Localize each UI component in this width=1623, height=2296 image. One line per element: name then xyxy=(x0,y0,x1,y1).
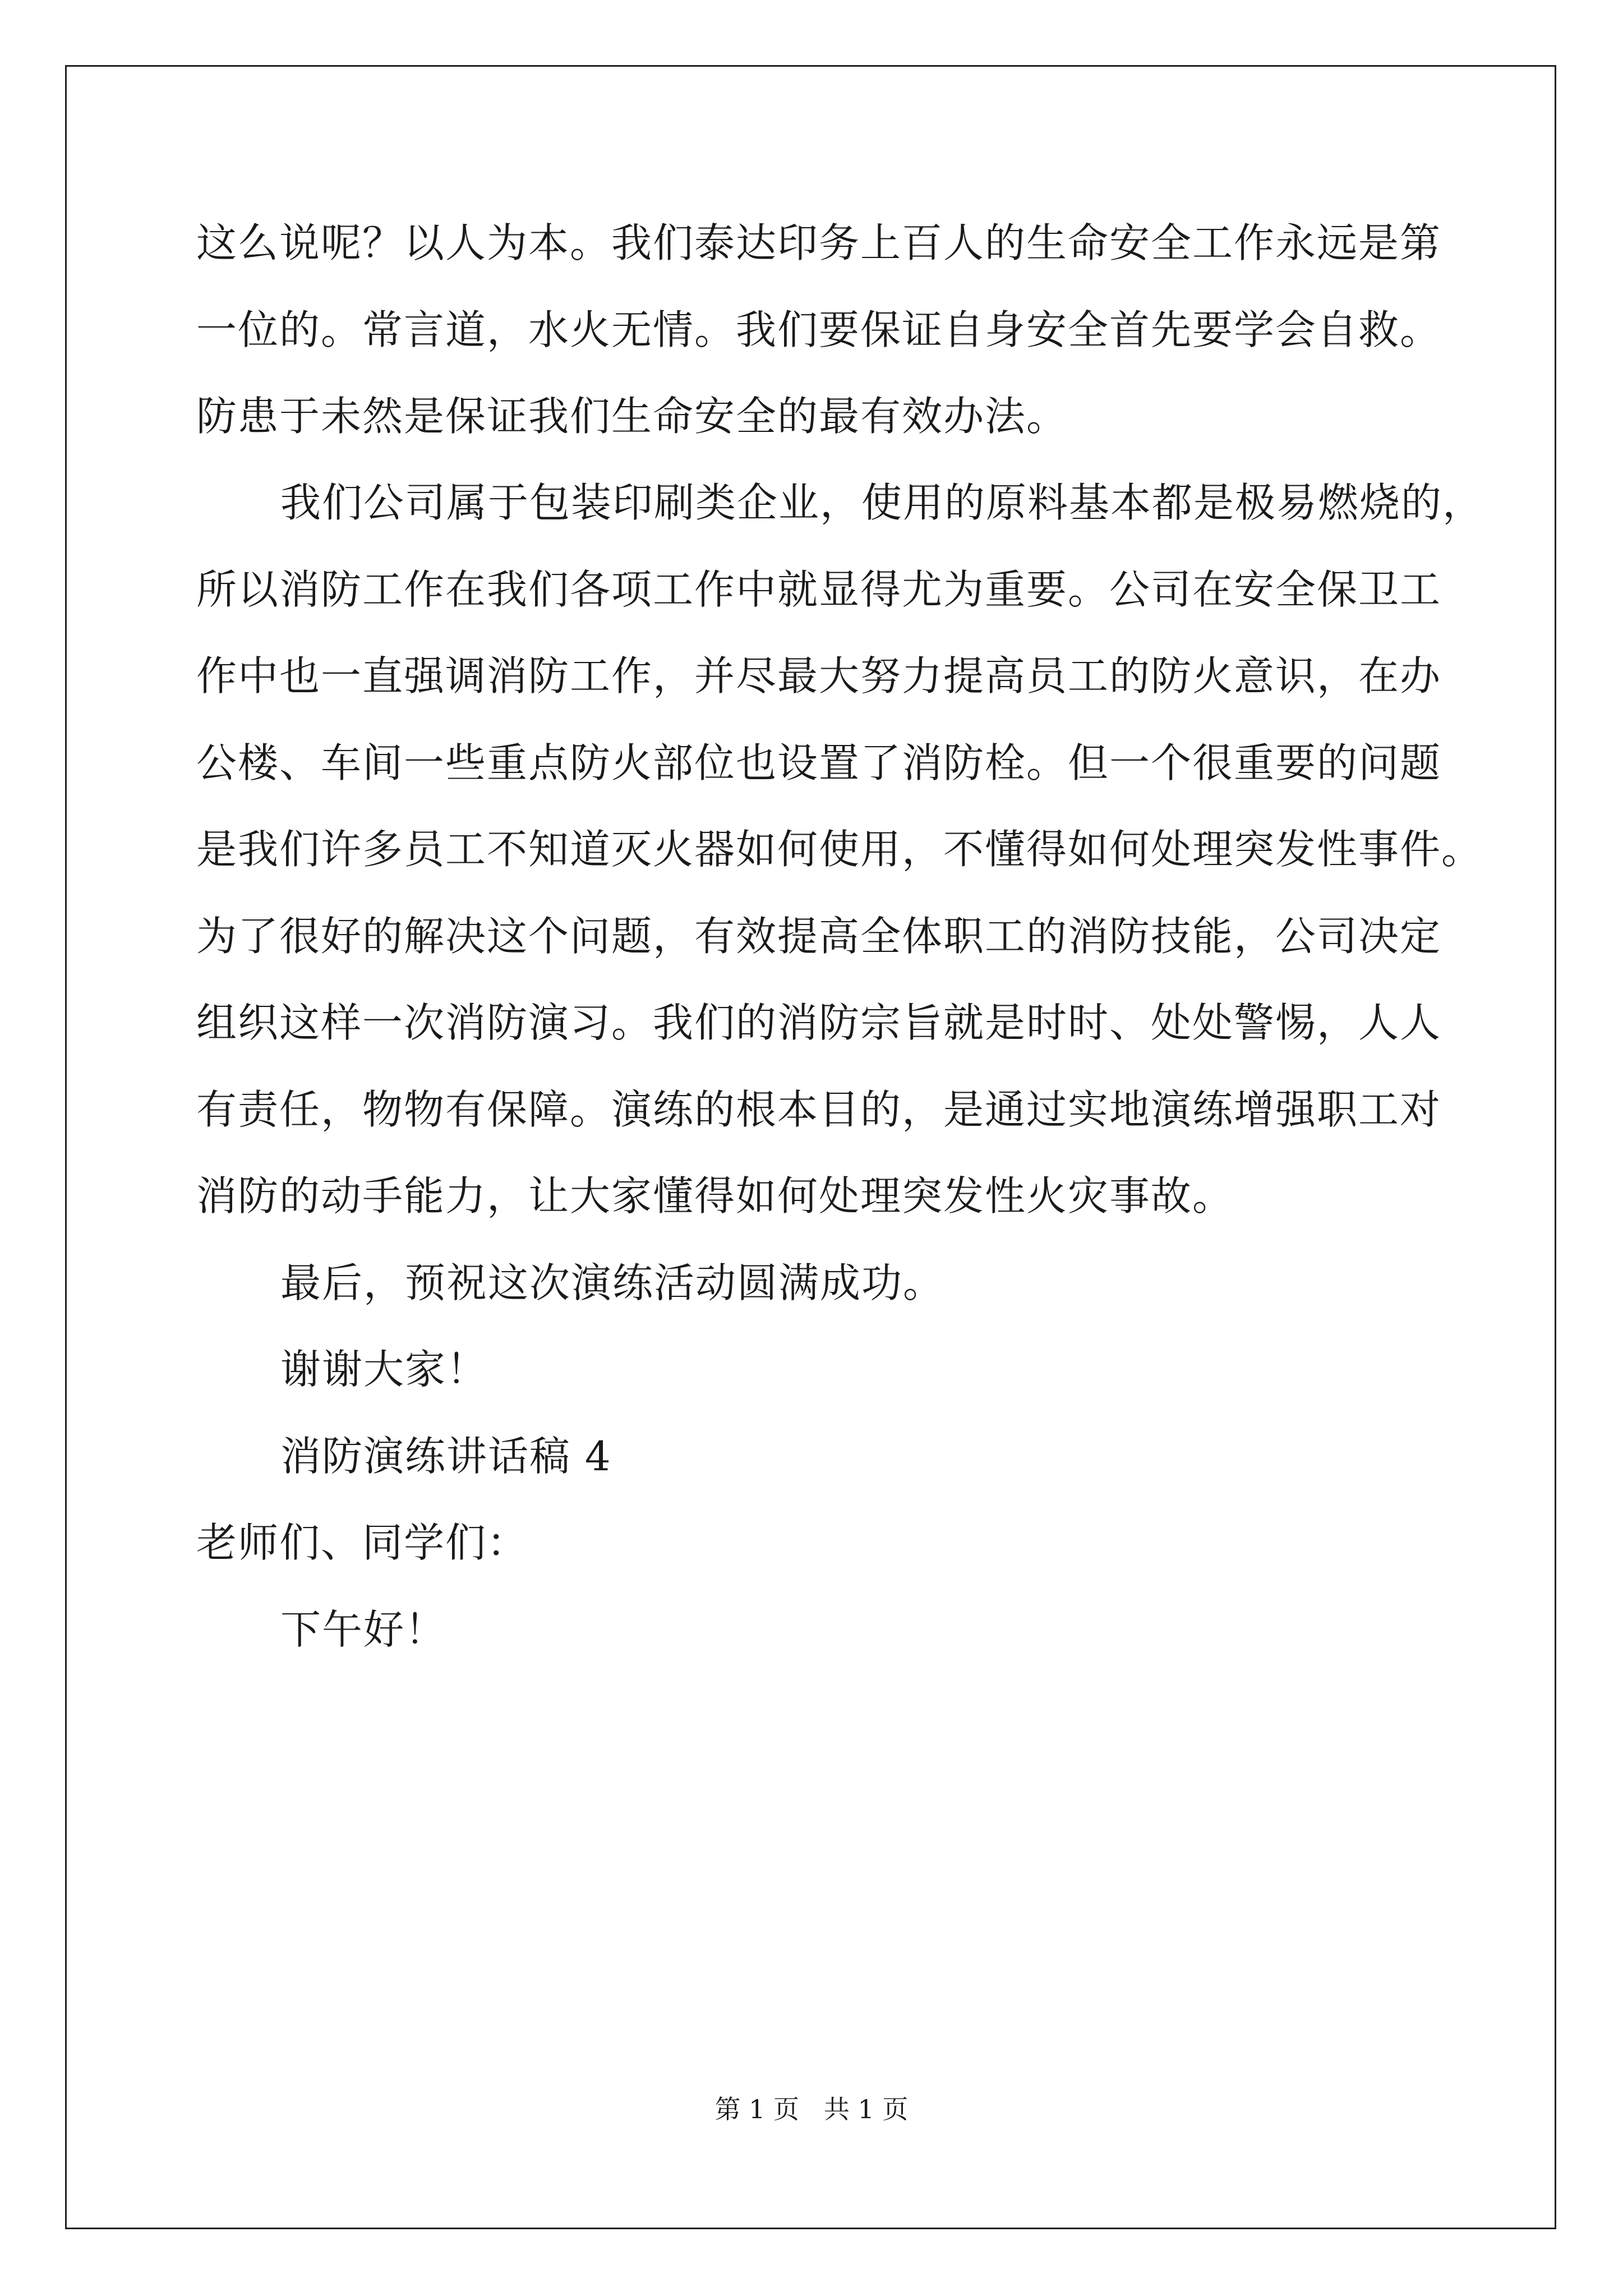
paragraph-start-line: 我们公司属于包装印刷类企业，使用的原料基本都是极易燃烧的， xyxy=(280,479,1484,526)
text-line: 公楼、车间一些重点防火部位也设置了消防栓。但一个很重要的问题 xyxy=(196,739,1442,786)
text-line: 是我们许多员工不知道灭火器如何使用，不懂得如何处理突发性事件。 xyxy=(196,826,1483,873)
salutation-line: 老师们、同学们： xyxy=(196,1519,529,1566)
text-line: 这么说呢？以人为本。我们泰达印务上百人的生命安全工作永远是第 xyxy=(196,219,1442,266)
greeting-line: 下午好！ xyxy=(280,1606,447,1653)
section-heading: 消防演练讲话稿 4 xyxy=(280,1433,612,1480)
thanks-line: 谢谢大家！ xyxy=(280,1346,488,1393)
text-line: 所以消防工作在我们各项工作中就显得尤为重要。公司在安全保卫工 xyxy=(196,566,1442,613)
closing-wish-line: 最后，预祝这次演练活动圆满成功。 xyxy=(280,1259,945,1306)
text-line: 有责任，物物有保障。演练的根本目的，是通过实地演练增强职工对 xyxy=(196,1086,1442,1133)
document-body xyxy=(196,0,1484,2296)
text-line: 组织这样一次消防演习。我们的消防宗旨就是时时、处处警惕，人人 xyxy=(196,999,1442,1046)
text-line: 消防的动手能力，让大家懂得如何处理突发性火灾事故。 xyxy=(196,1172,1234,1220)
text-line: 防患于未然是保证我们生命安全的最有效办法。 xyxy=(196,393,1068,440)
page-number-footer: 第 1 页 共 1 页 xyxy=(714,2094,909,2124)
text-line: 为了很好的解决这个问题，有效提高全体职工的消防技能，公司决定 xyxy=(196,913,1442,960)
text-line: 作中也一直强调消防工作，并尽最大努力提高员工的防火意识，在办 xyxy=(196,652,1442,700)
text-line: 一位的。常言道，水火无情。我们要保证自身安全首先要学会自救。 xyxy=(196,306,1442,353)
